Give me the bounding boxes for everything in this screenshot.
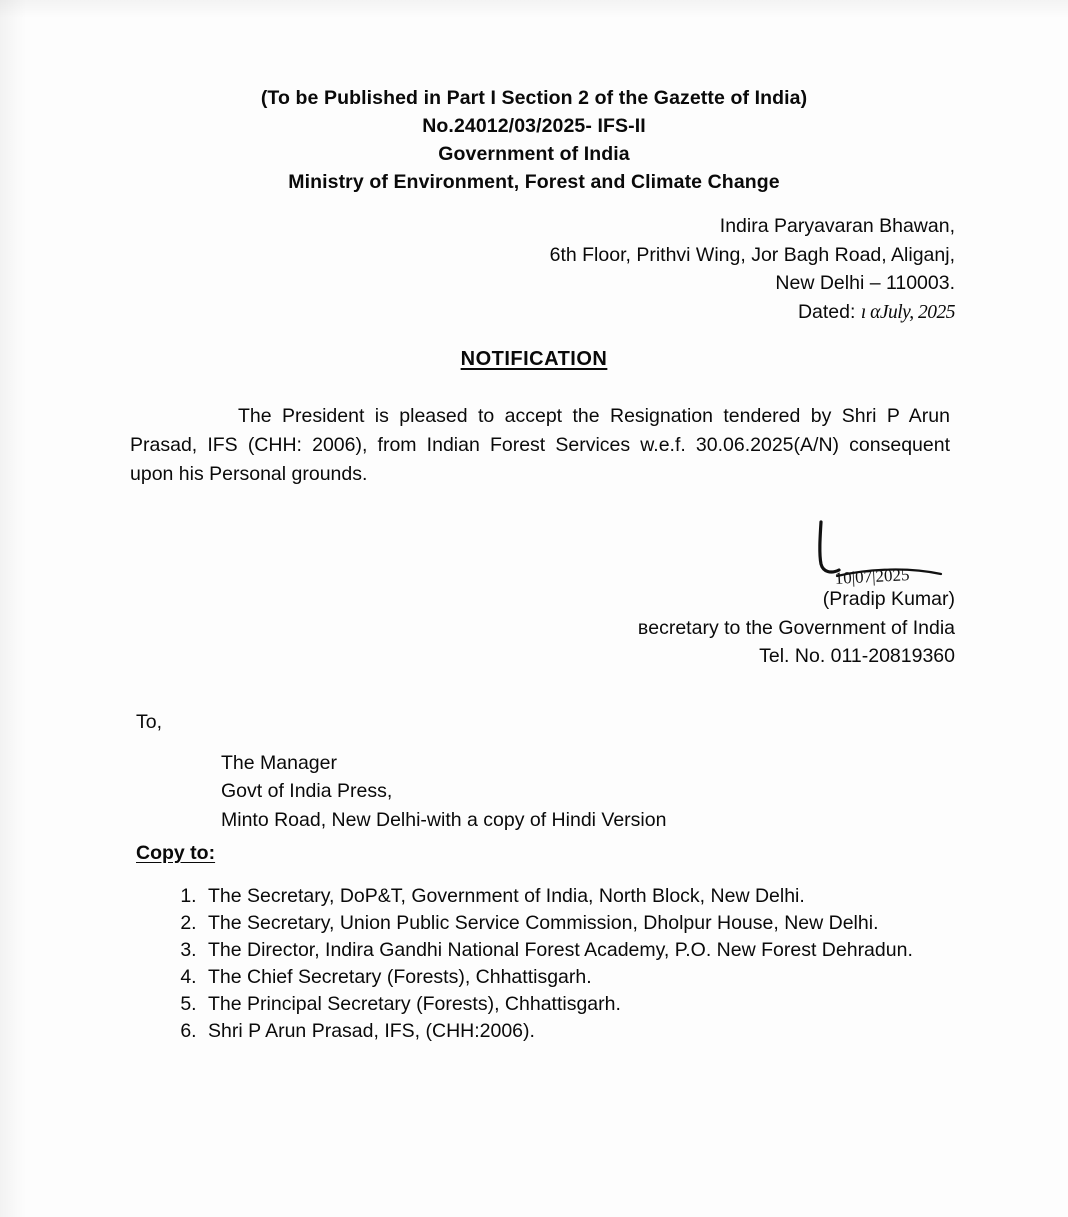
list-item: 1. The Secretary, DoP&T, Government of India, North Block, New Delhi. xyxy=(202,884,962,910)
recipient-lines xyxy=(221,749,666,835)
signatory-telephone: Tel. No. 011-20819360 xyxy=(759,645,955,667)
sender-address xyxy=(550,212,955,327)
recipient-line-manager: The Manager xyxy=(221,751,337,774)
list-item: 6. Shri P Arun Prasad, IFS, (CHH:2006). xyxy=(202,1019,962,1045)
scan-edge-shadow-top xyxy=(0,0,1068,18)
list-item: 5. The Principal Secretary (Forests), Chhattisgarh. xyxy=(202,992,962,1018)
page-title xyxy=(0,348,1068,371)
list-item: 4. The Chief Secretary (Forests), Chhattisgarh. xyxy=(202,965,962,991)
header-line-gazette: (To be Published in Part I Section 2 of the Gazette of India) xyxy=(260,87,808,109)
copy-to-list xyxy=(160,884,962,1046)
dated-value: ı αJuly, 2025 xyxy=(860,301,955,323)
address-line-building: Indira Paryavaran Bhawan, xyxy=(719,215,955,237)
recipient-label: To, xyxy=(136,711,163,733)
address-line-city: New Delhi – 110003. xyxy=(775,272,955,294)
header-line-file-number: No.24012/03/2025- IFS-II xyxy=(422,115,646,137)
address-line-street: 6th Floor, Prithvi Wing, Jor Bagh Road, Aliganj, xyxy=(549,243,955,266)
signatory-name: (Pradip Kumar) xyxy=(822,588,955,610)
handwritten-signature-icon xyxy=(763,520,963,590)
list-item: 3. The Director, Indira Gandhi National Forest Academy, P.O. New Forest Dehradun. xyxy=(202,938,962,964)
dated-line xyxy=(550,298,955,328)
svg-text:10|07|2025: 10|07|2025 xyxy=(834,565,910,588)
header-line-ministry: Ministry of Environment, Forest and Climate Change xyxy=(288,171,780,193)
recipient-block xyxy=(136,708,666,834)
copy-to-heading: Copy to: xyxy=(136,842,216,864)
recipient-line-address: Minto Road, New Delhi-with a copy of Hindi Version xyxy=(221,808,667,831)
recipient-line-press: Govt of India Press, xyxy=(221,780,393,802)
signatory-designation: ʙecretary to the Government of India xyxy=(637,616,955,639)
page-title-text: NOTIFICATION xyxy=(460,348,608,370)
signature-block xyxy=(638,585,955,671)
document-header xyxy=(0,84,1068,196)
body-paragraph: The President is pleased to accept the Resignation tendered by Shri P Arun Prasad, IFS (CHH: 2006), from Indian Forest Services w.e.f. 30.06.2025(A/N) consequent upon his Personal grounds. xyxy=(130,405,950,485)
dated-label: Dated: xyxy=(797,300,856,323)
header-line-government: Government of India xyxy=(438,143,630,165)
list-item: 2. The Secretary, Union Public Service Commission, Dholpur House, New Delhi. xyxy=(202,911,962,937)
